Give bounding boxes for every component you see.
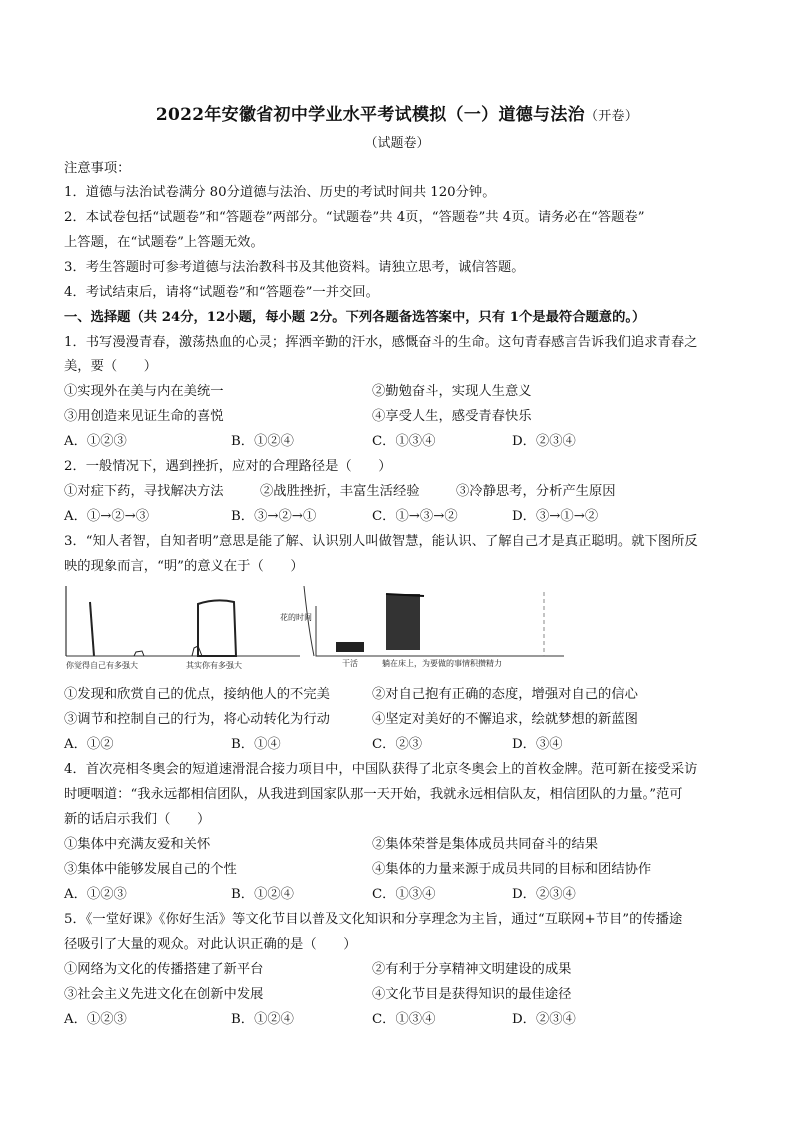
question-1-stem: 1．书写漫漫青春，激荡热血的心灵；挥洒辛勤的汗水，感慨奋斗的生命。这句青春感言告诉我们追求青春之 [64,335,698,350]
question-3-stem: 3．“知人者智，自知者明”意思是能了解、认识别人叫做智慧，能认识、了解自己才是真正聪明。就下图所反 [64,534,698,549]
q1-item: ②勤勉奋斗，实现人生意义 [372,384,532,399]
q5-choice-b[interactable]: B．①②④ [231,1012,294,1027]
q2-item: ③冷静思考，分析产生原因 [456,484,616,499]
q4-choice-d[interactable]: D．②③④ [512,887,576,902]
q5-item: ①网络为文化的传播搭建了新平台 [64,962,264,977]
page-subtitle: （试题卷） [364,136,430,151]
q4-choice-a[interactable]: A．①②③ [64,887,127,902]
q3-choice-d[interactable]: D．③④ [512,737,563,752]
cartoon-label-4: 干活 [342,659,358,668]
q5-choice-d[interactable]: D．②③④ [512,1012,576,1027]
q3-item: ①发现和欣赏自己的优点，接纳他人的不完美 [64,687,330,702]
title-main: 2022年安徽省初中学业水平考试模拟（一）道德与法治 [155,105,585,125]
q2-item: ②战胜挫折，丰富生活经验 [260,484,420,499]
cartoon-label-2: 其实你有多强大 [186,661,242,670]
q1-item: ①实现外在美与内在美统一 [64,384,224,399]
q4-item: ④集体的力量来源于成员共同的目标和团结协作 [372,862,652,877]
q4-item: ①集体中充满友爱和关怀 [64,837,211,852]
question-2-stem: 2．一般情况下，遇到挫折，应对的合理路径是（ ） [64,459,392,474]
q2-choice-d[interactable]: D．③→①→② [512,509,599,524]
q3-item: ③调节和控制自己的行为，将心动转化为行动 [64,712,330,727]
q5-item: ②有利于分享精神文明建设的成果 [372,962,572,977]
q3-choice-b[interactable]: B．①④ [231,737,281,752]
q4-choice-b[interactable]: B．①②④ [231,887,294,902]
panel-imagined-strength [66,586,182,670]
q2-choice-b[interactable]: B．③→②→① [231,509,317,524]
question-1-stem: 美，要（ ） [64,359,158,374]
q1-item: ④享受人生，感受青春快乐 [372,409,532,424]
note-item: 2．本试卷包括“试题卷”和“答题卷”两部分。“试题卷”共 4页，“答题卷”共 4页。请务必在“答题卷” [64,210,645,225]
q5-choice-c[interactable]: C．①③④ [372,1012,436,1027]
cartoon-label-1: 你觉得自己有多强大 [66,661,138,670]
q5-item: ③社会主义先进文化在创新中发展 [64,987,264,1002]
q2-choice-c[interactable]: C．①→③→② [372,509,458,524]
q4-choice-c[interactable]: C．①③④ [372,887,436,902]
note-item: 3．考生答题时可参考道德与法治教科书及其他资料。请独立思考，诚信答题。 [64,260,525,275]
q1-item: ③用创造来见证生命的喜悦 [64,409,224,424]
question-4-stem: 4．首次亮相冬奥会的短道速滑混合接力项目中，中国队获得了北京冬奥会上的首枚金牌。范可新在接受采访 [64,762,698,777]
notes-heading: 注意事项： [64,161,131,176]
note-item: 4．考试结束后，请将“试题卷”和“答题卷”一并交回。 [64,285,379,300]
q1-choice-c[interactable]: C．①③④ [372,434,436,449]
q3-choice-c[interactable]: C．②③ [372,737,423,752]
q4-item: ③集体中能够发展自己的个性 [64,862,237,877]
q5-item: ④文化节目是获得知识的最佳途径 [372,987,572,1002]
q3-item: ④坚定对美好的不懈追求，绘就梦想的新蓝图 [372,712,638,727]
question-4-stem: 新的话启示我们（ ） [64,812,211,827]
q5-choice-a[interactable]: A．①②③ [64,1012,127,1027]
cartoon-illustration [64,586,744,672]
panel-lying-in-bed [374,592,564,669]
note-item: 1．道德与法治试卷满分 80分道德与法治、历史的考试时间共 120分钟。 [64,185,496,200]
title-note: （开卷） [584,109,639,124]
q3-item: ②对自己抱有正确的态度，增强对自己的信心 [372,687,638,702]
page-title [0,100,794,125]
question-5-stem: 5．《一堂好课》《你好生活》等文化节目以普及文化知识和分享理念为主旨，通过“互联网+节目”的传播途 [64,912,683,927]
q3-choice-a[interactable]: A．①② [64,737,114,752]
q2-choice-a[interactable]: A．①→②→③ [64,509,150,524]
question-3-stem: 映的现象而言，“明”的意义在于（ ） [64,559,304,574]
q1-choice-b[interactable]: B．①②④ [231,434,294,449]
q1-choice-d[interactable]: D．②③④ [512,434,576,449]
question-4-stem: 时哽咽道：“我永远都相信团队，从我进到国家队那一天开始，我就永远相信队友，相信团队的力量。”范可 [64,787,683,802]
question-5-stem: 径吸引了大量的观众。对此认识正确的是（ ） [64,937,357,952]
cartoon-label-5: 躺在床上，为要做的事情积攒精力 [382,659,502,668]
q1-choice-a[interactable]: A．①②③ [64,434,127,449]
question-3-cartoon [64,586,744,672]
panel-real-strength [182,600,300,670]
cartoon-label-3: 花的时间 [280,613,312,622]
q4-item: ②集体荣誉是集体成员共同奋斗的结果 [372,837,599,852]
note-item: 上答题，在“试题卷”上答题无效。 [64,235,264,250]
section-heading: 一、选择题（共 24分，12小题，每小题 2分。下列各题备选答案中，只有 1个是最符合题意的。） [64,310,646,325]
q2-item: ①对症下药，寻找解决方法 [64,484,224,499]
